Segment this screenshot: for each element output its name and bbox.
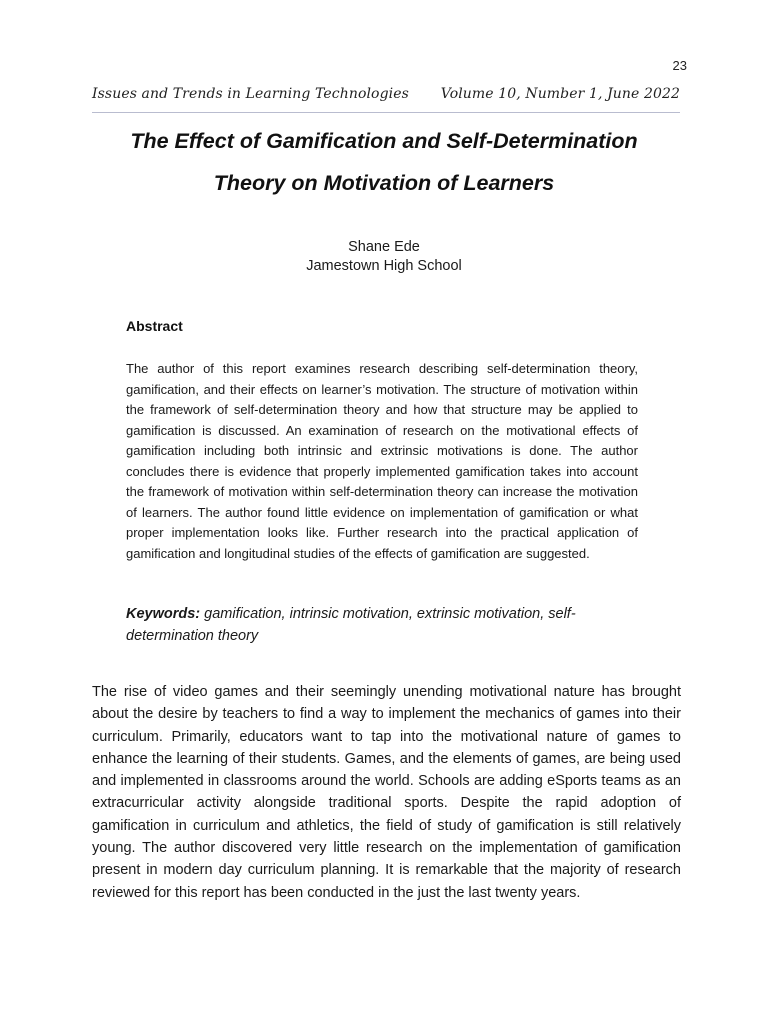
abstract-heading: Abstract bbox=[126, 318, 183, 334]
abstract-text: The author of this report examines research describing self-determination theory, gamification, and their effects on learner’s motivation. The structure of motivation within the framework of self-determination theory and how that structure may be applied to gamification is discussed. An examination of research on the motivational effects of gamification including both intrinsic and extrinsic motivations is done. The author concludes there is evidence that properly implemented gamification takes into account the framework of motivation within self-determination theory can increase the motivation of learners. The author found little evidence on implementation of gamification or what proper implementation looks like. Further research into the practical application of gamification and longitudinal studies of the effects of gamification are suggested. bbox=[126, 361, 638, 561]
paper-title bbox=[60, 120, 708, 204]
author-affiliation: Jamestown High School bbox=[306, 258, 462, 274]
keywords-text: gamification, intrinsic motivation, extrinsic motivation, self-determination theory bbox=[126, 606, 576, 644]
volume-info: Volume 10, Number 1, June 2022 bbox=[440, 86, 680, 102]
keywords-label: Keywords: bbox=[126, 606, 201, 622]
title-line-2: Theory on Motivation of Learners bbox=[213, 171, 555, 195]
author-name: Shane Ede bbox=[348, 239, 420, 255]
keywords bbox=[126, 603, 638, 647]
body-paragraph: The rise of video games and their seemingly unending motivational nature has brought about the desire by teachers to find a way to implement the mechanics of games into their curriculum. Primarily, educators want to tap into the motivational nature of games to enhance the learning of their students. Games, and the elements of games, are being used and implemented in classrooms around the world. Schools are adding eSports teams as an extracurricular activity alongside traditional sports. Despite the rapid adoption of gamification in curriculum and athletics, the field of study of gamification is still relatively young. The author discovered very little research on the implementation of gamification present in modern day curriculum planning. It is remarkable that the majority of research reviewed for this report has been conducted in the just the last twenty years. bbox=[92, 684, 681, 901]
journal-name: Issues and Trends in Learning Technologies bbox=[92, 86, 409, 102]
header-divider bbox=[92, 112, 680, 113]
author-block bbox=[0, 238, 768, 276]
running-header bbox=[92, 86, 680, 102]
page-number: 23 bbox=[672, 58, 687, 73]
title-line-1: The Effect of Gamification and Self-Determination bbox=[130, 129, 638, 153]
